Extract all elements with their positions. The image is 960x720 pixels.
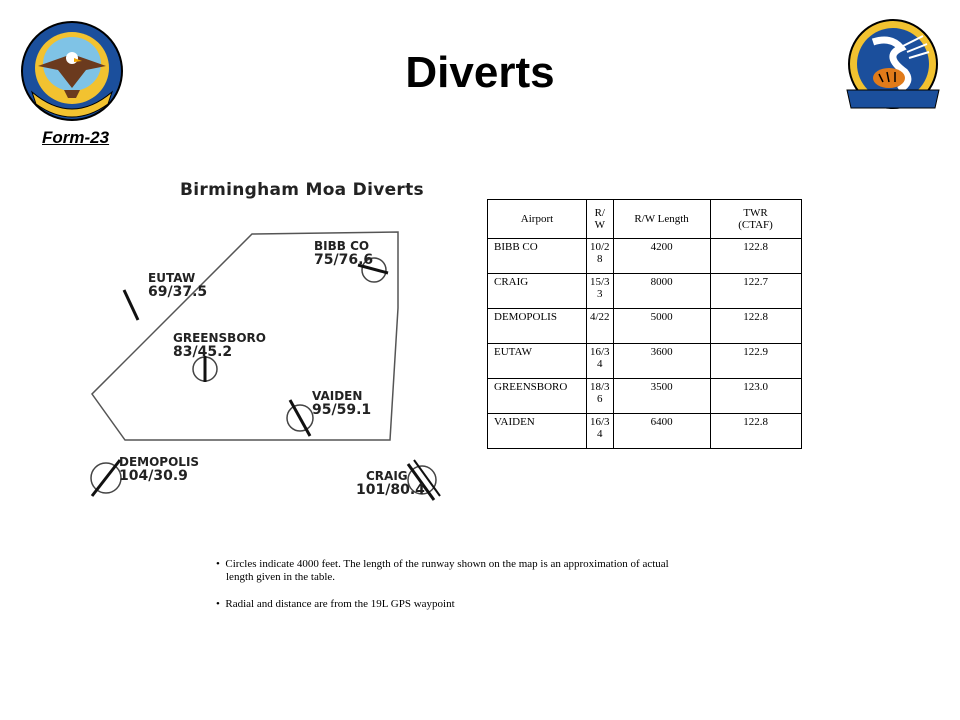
map-label-greensboro: GREENSBORO 83/45.2 — [173, 331, 266, 360]
table-cell: VAIDEN — [488, 414, 587, 449]
table-row — [488, 274, 802, 309]
table-header-row — [488, 200, 802, 239]
map-label-demopolis: DEMOPOLIS 104/30.9 — [119, 455, 200, 484]
map-label-craig: CRAIG 101/80.4 — [356, 469, 425, 498]
table-cell: 5000 — [613, 309, 710, 344]
table-cell: 10/2 8 — [587, 239, 614, 274]
moa-divert-map — [80, 180, 460, 510]
map-label-eutaw: EUTAW 69/37.5 — [148, 271, 208, 300]
page-title: Diverts — [405, 48, 555, 97]
note-item: • Circles indicate 4000 feet. The length of the runway shown on the map is an approximation of actual length given in the table. — [216, 558, 669, 583]
tiger-squadron-patch-icon — [843, 16, 943, 120]
vaiden-runway-icon — [287, 400, 313, 436]
form-label: Form-23 — [42, 128, 110, 147]
table-cell: 122.9 — [710, 344, 801, 379]
map-label-bibb-co: BIBB CO 75/76.6 — [314, 239, 374, 268]
table-cell: 123.0 — [710, 379, 801, 414]
table-cell: 122.8 — [710, 239, 801, 274]
table-row — [488, 344, 802, 379]
table-cell: CRAIG — [488, 274, 587, 309]
table-cell: 122.8 — [710, 414, 801, 449]
demopolis-runway-icon — [91, 460, 121, 496]
table-cell: 3600 — [613, 344, 710, 379]
table-cell: 18/3 6 — [587, 379, 614, 414]
notes — [214, 558, 684, 625]
eutaw-runway-icon — [124, 290, 138, 320]
map-label-vaiden: VAIDEN 95/59.1 — [312, 389, 372, 418]
table-cell: 16/3 4 — [587, 414, 614, 449]
table-cell: 8000 — [613, 274, 710, 309]
table-cell: BIBB CO — [488, 239, 587, 274]
table-cell: 3500 — [613, 379, 710, 414]
note-item: • Radial and distance are from the 19L GPS waypoint — [216, 598, 455, 610]
table-row — [488, 379, 802, 414]
header-runway: R/ W — [587, 200, 614, 239]
table-cell: 122.7 — [710, 274, 801, 309]
eagle-squadron-patch-icon — [18, 18, 126, 124]
table-cell: 4200 — [613, 239, 710, 274]
header-runway-length: R/W Length — [613, 200, 710, 239]
table-cell: 122.8 — [710, 309, 801, 344]
table-row — [488, 239, 802, 274]
table-cell: DEMOPOLIS — [488, 309, 587, 344]
table-cell: EUTAW — [488, 344, 587, 379]
table-cell: 16/3 4 — [587, 344, 614, 379]
table-cell: 4/22 — [587, 309, 614, 344]
table-cell: 15/3 3 — [587, 274, 614, 309]
table-row — [488, 309, 802, 344]
header-tower-frequency: TWR (CTAF) — [710, 200, 801, 239]
table-cell: 6400 — [613, 414, 710, 449]
header-airport: Airport — [488, 200, 587, 239]
divert-table — [487, 199, 802, 449]
table-cell: GREENSBORO — [488, 379, 587, 414]
table-row — [488, 414, 802, 449]
map-title: Birmingham Moa Diverts — [180, 180, 424, 200]
